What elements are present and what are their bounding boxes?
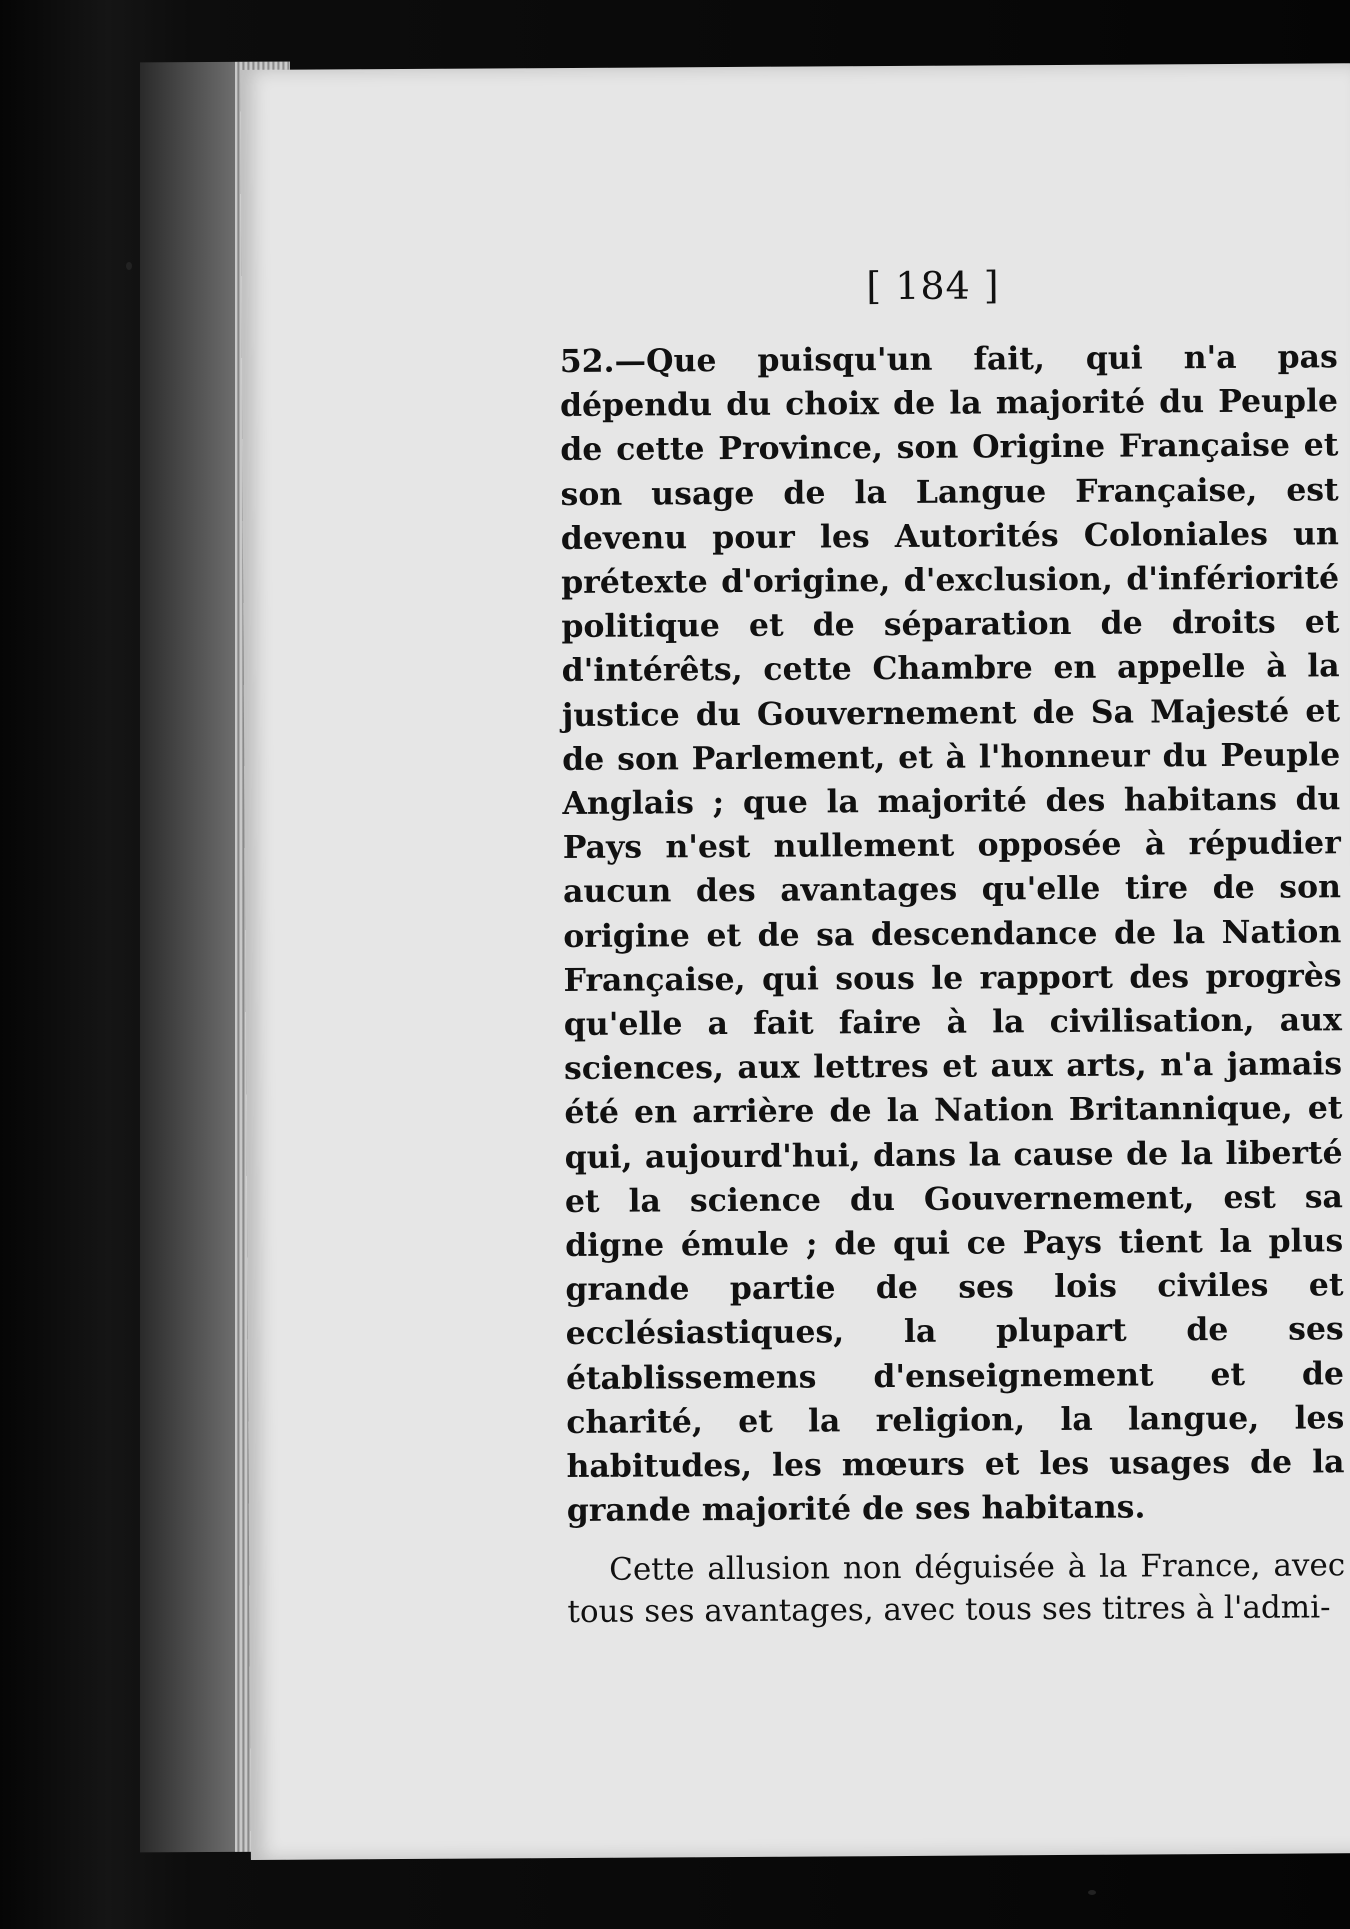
paragraph-commentary: Cette allusion non déguisée à la France, avec tous ses avantages, avec tous ses titres à l'admi- — [567, 1547, 1346, 1631]
page-number: [ 184 ] — [866, 263, 1000, 309]
page-body — [560, 335, 1346, 1633]
scan-speck — [126, 262, 132, 270]
book-page — [240, 63, 1350, 1860]
scan-speck — [1088, 1890, 1096, 1895]
paragraph-resolution-52: 52.—Que puisqu'un fait, qui n'a pas dépendu du choix de la majorité du Peuple de cette Province, son Origine Française et son usage de la Langue Française, est devenu pour les Autorités Coloniales un prétexte d'origine, d'exclusion, d'infériorité politique et de séparation de droits et d'intérêts, cette Chambre en appelle à la justice du Gouvernement de Sa Majesté et de son Parlement, et à l'honneur du Peuple Anglais ; que la majorité des habitans du Pays n'est nullement opposée à répudier aucun des avantages qu'elle tire de son origine et de sa descendance de la Nation Française, qui sous le rapport des progrès qu'elle a fait faire à la civilisation, aux sciences, aux lettres et aux arts, n'a jamais été en arrière de la Nation Britannique, et qui, aujourd'hui, dans la cause de la liberté et la science du Gouvernement, est sa digne émule ; de qui ce Pays tient la plus grande partie de ses lois civiles et ecclésiastiques, la plupart de ses établissemens d'enseignement et de charité, et la religion, la langue, les habitudes, les mœurs et les usages de la grande majorité de ses habitans. — [559, 338, 1345, 1530]
